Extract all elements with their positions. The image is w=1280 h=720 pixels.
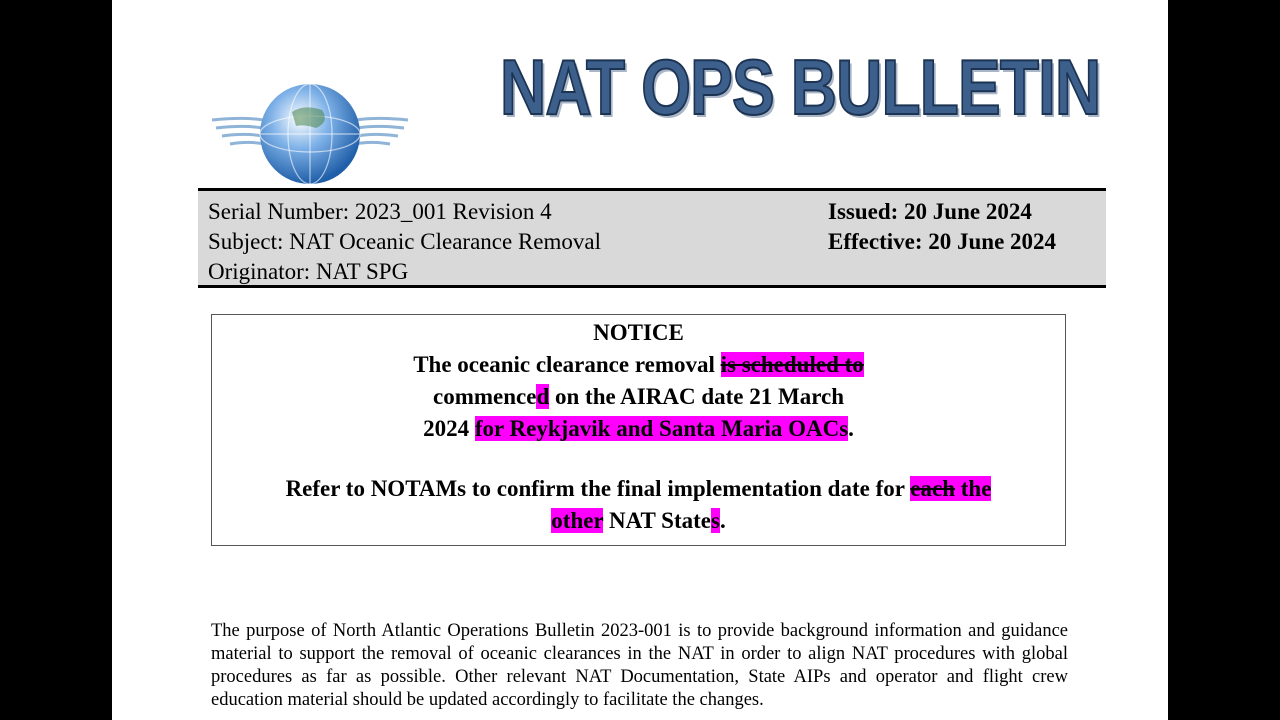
- subject: Subject: NAT Oceanic Clearance Removal: [208, 229, 601, 254]
- serial-number: Serial Number: 2023_001 Revision 4: [208, 199, 552, 224]
- originator: Originator: NAT SPG: [208, 259, 409, 284]
- added-text: s: [711, 508, 720, 533]
- bulletin-header: [198, 188, 1106, 288]
- notice-line-1: [212, 349, 1065, 381]
- document-page: [112, 0, 1168, 720]
- globe-wings-icon: [212, 52, 408, 188]
- struck-text: is scheduled to: [720, 352, 864, 377]
- added-text: d: [536, 384, 550, 409]
- header-right: [828, 197, 1056, 257]
- notice-line-2: [212, 381, 1065, 413]
- added-text: the: [955, 476, 992, 501]
- bulletin-title: NAT OPS BULLETIN: [500, 43, 1101, 131]
- svg-text:ICAO - NATSPG: [258, 52, 362, 53]
- added-text: other: [551, 508, 604, 533]
- issued-date: Issued: 20 June 2024: [828, 199, 1032, 224]
- added-text: for Reykjavik and Santa Maria OACs: [474, 416, 849, 441]
- logo-lettering: [258, 52, 362, 53]
- notice-text: Refer to NOTAMs to confirm the final implementation date for: [285, 476, 911, 501]
- icao-natspg-logo: [212, 52, 408, 188]
- notice-box: [211, 314, 1066, 546]
- struck-text: each: [910, 476, 955, 501]
- effective-date: Effective: 20 June 2024: [828, 229, 1057, 254]
- notice-text: commence: [433, 384, 537, 409]
- header-left: [208, 197, 601, 287]
- purpose-paragraph: The purpose of North Atlantic Operations Bulletin 2023-001 is to provide background information and guidance material to support the removal of oceanic clearances in the NAT in order to align NAT procedures with global procedures as far as possible. Other relevant NAT Documentation, State AIPs and operator and flight crew education material should be updated accordingly to facilitate the changes.: [211, 621, 1068, 710]
- notice-text: The oceanic clearance removal: [413, 352, 721, 377]
- notice-text: on the AIRAC date 21 March: [549, 384, 844, 409]
- notice-line-5: [212, 505, 1065, 537]
- notice-text: .: [848, 416, 854, 441]
- notice-text: .: [719, 508, 726, 533]
- notice-text: 2024: [423, 416, 475, 441]
- notice-line-4: [212, 473, 1065, 505]
- notice-heading: NOTICE: [593, 320, 684, 345]
- notice-text: NAT State: [603, 508, 711, 533]
- notice-line-3: [212, 413, 1065, 445]
